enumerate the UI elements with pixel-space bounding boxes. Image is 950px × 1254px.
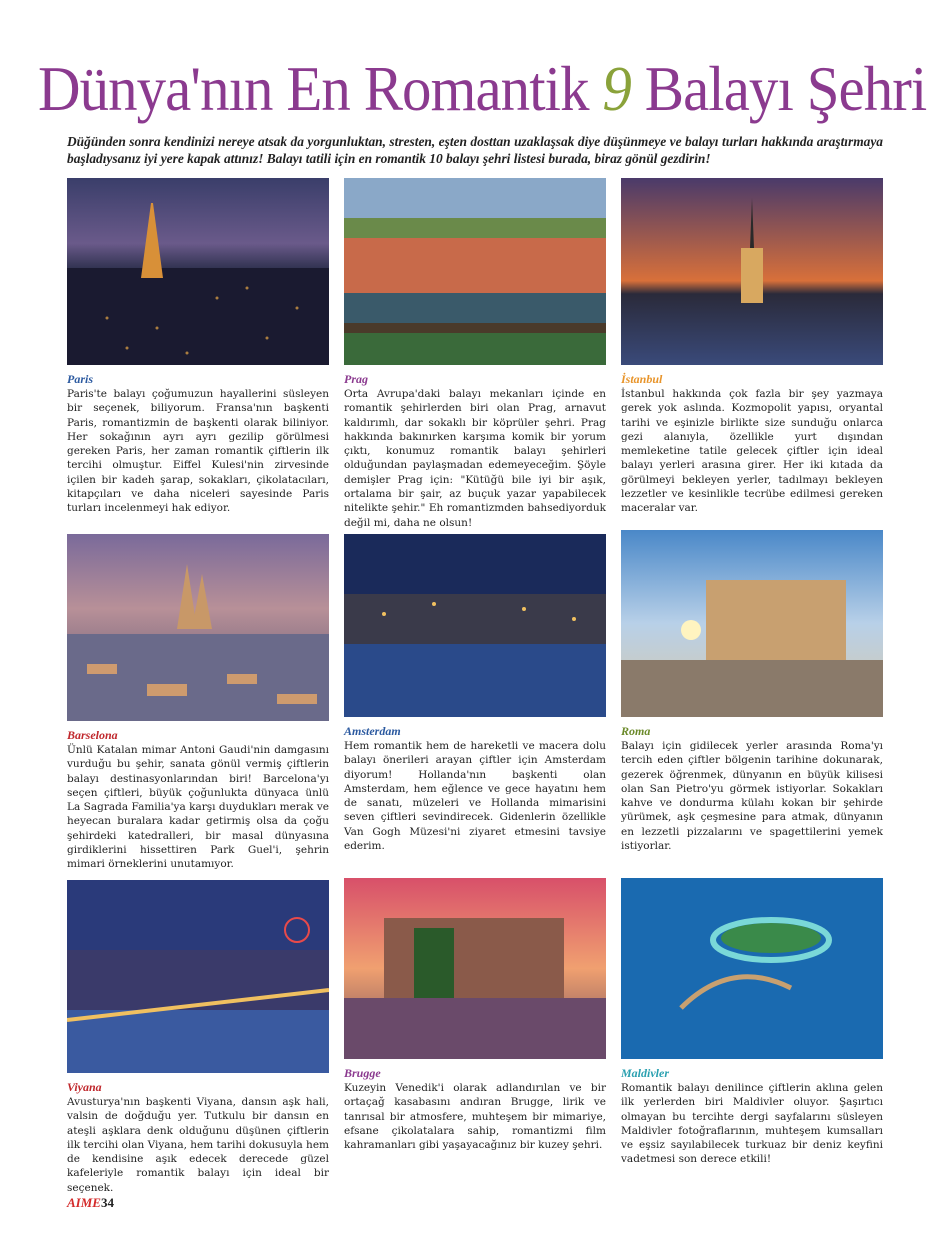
city-text-paris: Paris'te balayı çoğumuzun hayallerini süsleyen bir seçenek, biliyorum. Fransa'nın başkenti Paris, romantizmin de başkenti olarak biliniyor. Her sokağının ayrı ayrı gezilip görülmesi gereken Paris, her zaman romantik çiftlerin ilk tercihi olmuştur. Eiffel Kulesi'nin zirvesinde içilen bir kadeh şarap, sokakları, çikolatacıları, kitapçıları ve daha niceleri sayesinde Paris turları incelenmeyi hak ediyor. xyxy=(67,388,329,515)
barselona-photo xyxy=(67,534,329,721)
city-text-viyana: Avusturya'nın başkenti Viyana, dansın aşk hali, valsin de doğduğu yer. Tutkulu bir dansın en ateşli aşklara denk olduğunu düşünen çiftlerin ilk tercihi olan Viyana, hem tarihi dokusuyla hem de kendisine aşık edecek derecede güzel kafeleriyle romantik balayı için ideal bir seçenek. xyxy=(67,1096,329,1194)
city-name-paris: Paris xyxy=(67,372,94,386)
brugge-photo xyxy=(344,878,606,1059)
card-prag xyxy=(344,178,606,530)
card-viyana xyxy=(67,880,329,1195)
card-roma xyxy=(621,530,883,853)
page-footer xyxy=(67,1195,114,1211)
page-number: 34 xyxy=(100,1195,114,1210)
prag-photo xyxy=(344,178,606,365)
card-barselona xyxy=(67,534,329,872)
title-part1: Dünya'nın En Romantik xyxy=(38,53,589,124)
city-text-prag: Orta Avrupa'daki balayı mekanları içinde en romantik şehirlerden biri olan Prag, arnavut kaldırımlı, dar sokaklı bir köprüler şehri. Prag hakkında bakınırken karşıma komik bir yorum çıktı, konumuz romantik balayı şehirleri olduğundan paylaşmadan edemeyeceğim. Şöyle demişler Prag için: "Kütüğü bile iyi bir aşık, ortalama bir şair, az buçuk yazar yapabilecek nitelikte şehir." Eh romantizmden bahsediyorduk değil mi, daha ne olsun! xyxy=(344,388,606,529)
city-name-barselona: Barselona xyxy=(67,728,118,742)
city-text-barselona: Ünlü Katalan mimar Antoni Gaudi'nin damgasını vurduğu bu şehir, sanata gönül vermiş çiftlerin balayı destinasyonlarından biri! Barcelona'yı seçen çiftleri, büyük çoğunlukta dünyaca ünlü La Sagrada Familia'ya karşı duydukları merak ve heyecan buralara kadar getirmiş olsa da çoğu şehirdeki katedralleri, bir masal dünyasına girdiklerini hissettiren Park Guel'i, şehrin mimari örneklerini unutamıyor. xyxy=(67,744,329,871)
city-name-amsterdam: Amsterdam xyxy=(344,724,401,738)
card-paris xyxy=(67,178,329,516)
card-amsterdam xyxy=(344,534,606,853)
city-text-istanbul: İstanbul hakkında çok fazla bir şey yazmaya gerek yok aslında. Kozmopolit yapısı, oryantal tarihi ve eşinizle birlikte size sunduğu onlarca gezi alanıyla, özellikle yurt dışından memleketine tatile gelecek çiftler için ideal balayı yerleri arasına girer. Her iki kıtada da görülmeyi bekleyen yerler, tadılmayı bekleyen lezzetler ve kesinlikle tecrübe edilmesi gereken maceralar var. xyxy=(621,388,883,515)
city-text-amsterdam: Hem romantik hem de hareketli ve macera dolu balayı önerileri arayan çiftler için Amsterdam diyorum! Hollanda'nın başkenti olan Amsterdam, hem eğlence ve gece hayatını hem de sanatı, müzeleri ve Hollanda mimarisini seven çiftleri sevindirecek. Gidenlerin özellikle Van Gogh Müzesi'ni ziyaret etmesini tavsiye ederim. xyxy=(344,740,606,853)
page-title xyxy=(38,52,927,126)
card-maldivler xyxy=(621,878,883,1167)
city-name-istanbul: İstanbul xyxy=(621,372,663,386)
title-number: 9 xyxy=(602,53,631,124)
title-part2: Balayı Şehri xyxy=(644,53,927,124)
intro-text: Düğünden sonra kendinizi nereye atsak da yorgunluktan, stresten, eşten dosttan uzaklaşsak diye düşünmeye ve balayı turları hakkında araştırmaya başladıysanız iyi yere kapak attınız! Balayı tatili için en romantik 10 balayı şehri listesi burada, biraz gönül gezdirin! xyxy=(67,134,883,166)
city-text-maldivler: Romantik balayı denilince çiftlerin aklına gelen ilk yerlerden biri Maldivler oluyor. Şaşırtıcı olmayan bu tercihte dergi sayfalarını süsleyen Maldivler fotoğraflarının, muhteşem kumsalları ve eşsiz sayılabilecek turkuaz bir deniz keyfini vadetmesi son derece etkili! xyxy=(621,1082,883,1166)
maldivler-photo xyxy=(621,878,883,1059)
city-name-prag: Prag xyxy=(344,372,368,386)
paris-photo xyxy=(67,178,329,365)
city-name-viyana: Viyana xyxy=(67,1080,102,1094)
city-text-roma: Balayı için gidilecek yerler arasında Roma'yı tercih eden çiftler bölgenin tarihine dokunarak, gezerek öğrenmek, dünyanın en büyük kilisesi olan San Pietro'yu görmek istiyorlar. Sokakları kahve ve dondurma külahı kokan bir şehirde yürümek, aşk çeşmesine para atmak, dünyanın en lezzetli pizzalarını ve spagettilerini yemek istiyorlar. xyxy=(621,740,883,853)
card-brugge xyxy=(344,878,606,1152)
istanbul-photo xyxy=(621,178,883,365)
amsterdam-photo xyxy=(344,534,606,717)
viyana-photo xyxy=(67,880,329,1073)
city-name-brugge: Brugge xyxy=(344,1066,381,1080)
card-istanbul xyxy=(621,178,883,516)
magazine-logo: AIME xyxy=(67,1195,101,1210)
roma-photo xyxy=(621,530,883,717)
city-name-maldivler: Maldivler xyxy=(621,1066,669,1080)
city-name-roma: Roma xyxy=(621,724,651,738)
city-text-brugge: Kuzeyin Venedik'i olarak adlandırılan ve bir ortaçağ kasabasını andıran Brugge, lirik ve tanrısal bir atmosfere, muhteşem bir mimariye, efsane çikolatalara sahip, romantizmi film kahramanları gibi yaşayacağınız bir kuzey şehri. xyxy=(344,1082,606,1152)
